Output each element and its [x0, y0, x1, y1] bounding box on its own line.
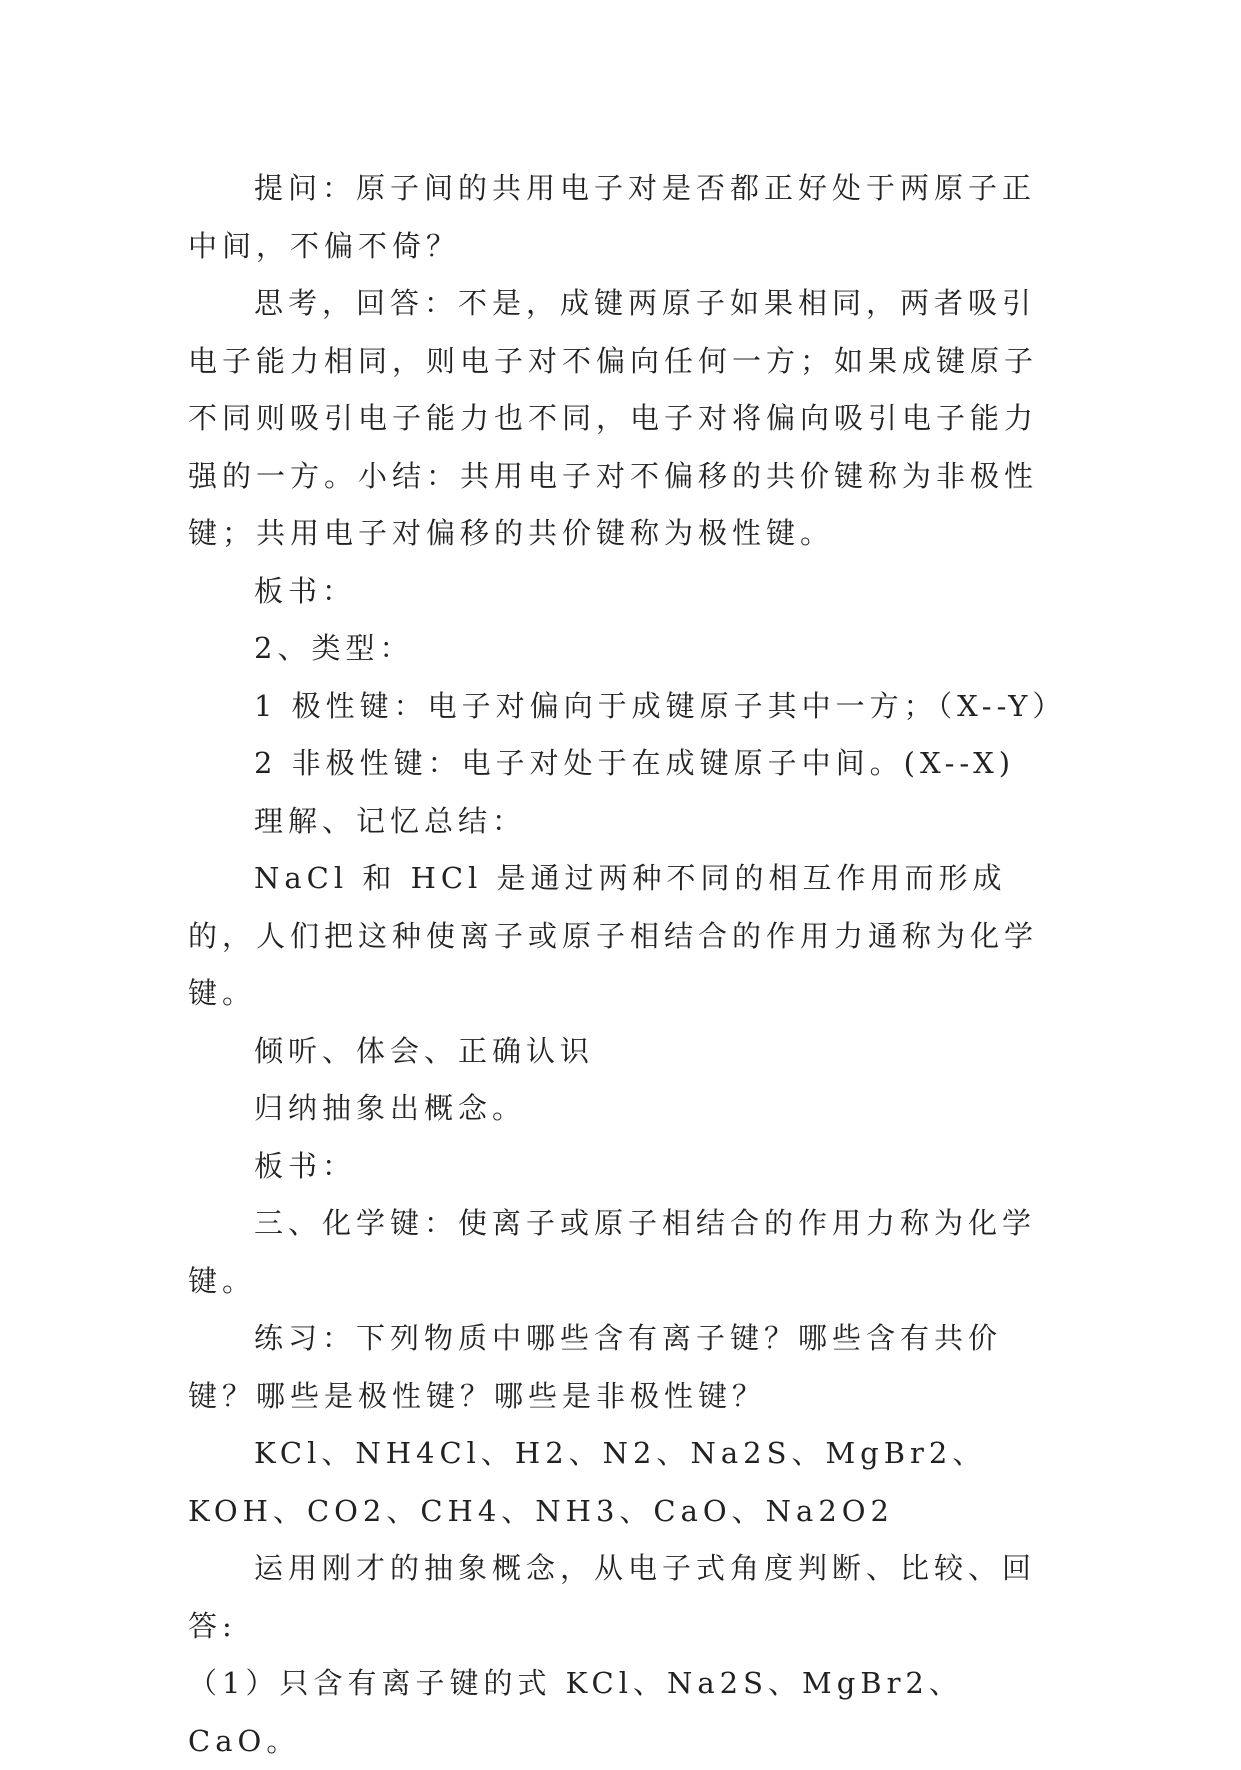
listen-paragraph: 倾听、体会、正确认识	[254, 1033, 595, 1068]
exercise-question: 练习：下列物质中哪些含有离子键？哪些含有共价键？哪些是极性键？哪些是非极性键？	[188, 1321, 1003, 1413]
apply-concept-paragraph: 运用刚才的抽象概念，从电子式角度判断、比较、回答:	[188, 1551, 1037, 1643]
substance-list: KCl、NH4Cl、H2、N2、Na2S、MgBr2、KOH、CO2、CH4、NH3、CaO、Na2O2	[188, 1436, 987, 1528]
board-note-heading: 板书：	[254, 573, 357, 608]
concept-paragraph: 归纳抽象出概念。	[254, 1091, 527, 1125]
understanding-heading: 理解、记忆总结：	[254, 803, 527, 838]
answer-summary-paragraph: 思考，回答：不是，成键两原子如果相同，两者吸引电子能力相同，则电子对不偏向任何一方；如果成键原子不同则吸引电子能力也不同，电子对将偏向吸引电子能力强的一方。小结：共用电子对不偏移的共价键称为非极性键；共用电子对偏移的共价键称为极性键。	[188, 286, 1039, 550]
polar-bond-item: 1 极性键：电子对偏向于成键原子其中一方；（X--Y）	[254, 688, 1067, 723]
question-paragraph: 提问：原子间的共用电子对是否都正好处于两原子正中间，不偏不倚？	[188, 171, 1037, 263]
ionic-only-answer: （1）只含有离子键的式 KCl、Na2S、MgBr2、CaO。	[188, 1666, 963, 1758]
types-heading: 2、类型：	[254, 631, 414, 665]
document-body	[188, 160, 1067, 1770]
chemical-bond-definition: 三、化学键：使离子或原子相结合的作用力称为化学键。	[188, 1206, 1037, 1298]
nonpolar-bond-item: 2 非极性键：电子对处于在成键原子中间。(X--X)	[254, 746, 1016, 780]
board-note-heading-2: 板书：	[254, 1148, 357, 1183]
chemical-bond-intro-paragraph: NaCl 和 HCl 是通过两种不同的相互作用而形成的，人们把这种使离子或原子相结合的作用力通称为化学键。	[188, 861, 1039, 1010]
